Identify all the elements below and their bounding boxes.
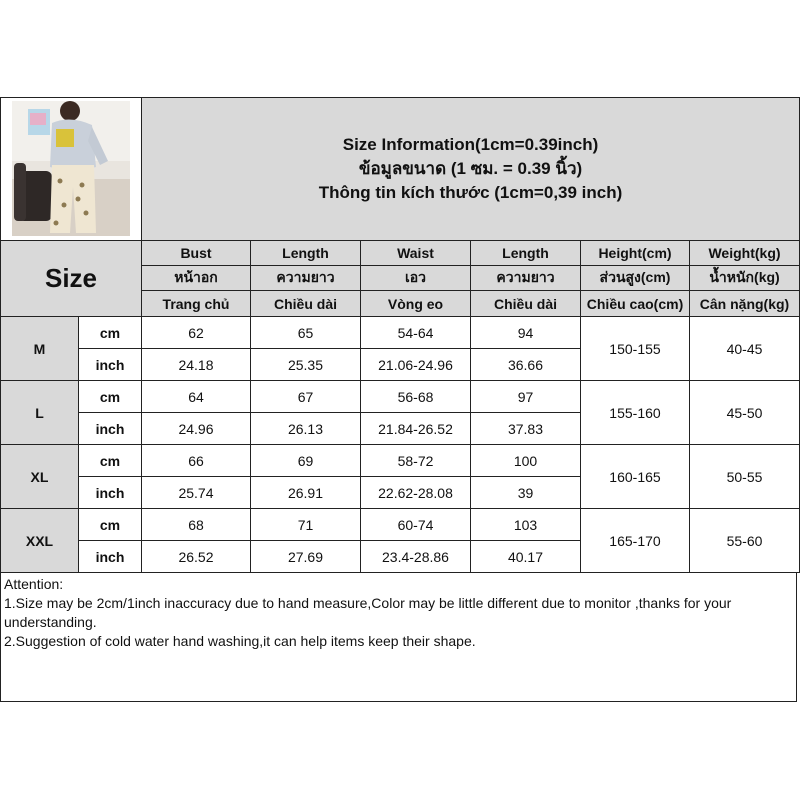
header-weight-en: Weight(kg) [690,241,800,266]
xl-inch-waist: 22.62-28.08 [361,477,471,509]
header-length2-en: Length [471,241,581,266]
l-inch-length2: 37.83 [471,413,581,445]
title-thai: ข้อมูลขนาด (1 ซม. = 0.39 นิ้ว) [358,159,583,178]
title-vietnamese: Thông tin kích thước (1cm=0,39 inch) [318,183,623,202]
xl-height: 160-165 [581,445,690,509]
unit-inch: inch [79,477,142,509]
size-label-xl: XL [1,445,79,509]
header-bust-th: หน้าอก [142,266,251,291]
header-length-en: Length [251,241,361,266]
size-label-m: M [1,317,79,381]
attention-notes [0,572,797,702]
xl-inch-length2: 39 [471,477,581,509]
xxl-inch-waist: 23.4-28.86 [361,541,471,573]
attention-note-1: 1.Size may be 2cm/1inch inaccuracy due to hand measure,Color may be little different due to monitor ,thanks for your understanding. [4,595,732,630]
header-waist-th: เอว [361,266,471,291]
header-waist-vi: Vòng eo [361,291,471,317]
title-english: Size Information(1cm=0.39inch) [342,135,599,154]
header-length-th: ความยาว [251,266,361,291]
size-information-title [142,98,800,241]
header-bust-vi: Trang chủ [142,291,251,317]
product-photo-cell [1,98,142,241]
m-cm-length2: 94 [471,317,581,349]
xxl-cm-waist: 60-74 [361,509,471,541]
size-label-xxl: XXL [1,509,79,573]
xxl-height: 165-170 [581,509,690,573]
xl-cm-waist: 58-72 [361,445,471,477]
header-waist-en: Waist [361,241,471,266]
l-height: 155-160 [581,381,690,445]
unit-cm: cm [79,317,142,349]
xxl-cm-length: 71 [251,509,361,541]
xxl-inch-length: 27.69 [251,541,361,573]
m-inch-length2: 36.66 [471,349,581,381]
l-weight: 45-50 [690,381,800,445]
unit-cm: cm [79,445,142,477]
m-weight: 40-45 [690,317,800,381]
unit-cm: cm [79,381,142,413]
xl-inch-length: 26.91 [251,477,361,509]
size-header: Size [1,241,142,317]
l-cm-waist: 56-68 [361,381,471,413]
unit-cm: cm [79,509,142,541]
l-cm-length2: 97 [471,381,581,413]
xxl-inch-length2: 40.17 [471,541,581,573]
l-inch-waist: 21.84-26.52 [361,413,471,445]
header-weight-vi: Cân nặng(kg) [690,291,800,317]
xxl-cm-length2: 103 [471,509,581,541]
header-length-vi: Chiều dài [251,291,361,317]
m-inch-waist: 21.06-24.96 [361,349,471,381]
header-bust-en: Bust [142,241,251,266]
unit-inch: inch [79,541,142,573]
xxl-weight: 55-60 [690,509,800,573]
m-inch-length: 25.35 [251,349,361,381]
xl-inch-bust: 25.74 [142,477,251,509]
size-label-l: L [1,381,79,445]
size-chart [0,97,799,573]
xl-cm-bust: 66 [142,445,251,477]
attention-note-2: 2.Suggestion of cold water hand washing,it can help items keep their shape. [4,633,476,649]
m-cm-waist: 54-64 [361,317,471,349]
xl-weight: 50-55 [690,445,800,509]
header-length2-th: ความยาว [471,266,581,291]
xl-cm-length2: 100 [471,445,581,477]
m-cm-bust: 62 [142,317,251,349]
header-height-th: ส่วนสูง(cm) [581,266,690,291]
xl-cm-length: 69 [251,445,361,477]
attention-heading: Attention: [4,576,64,592]
xxl-inch-bust: 26.52 [142,541,251,573]
l-inch-bust: 24.96 [142,413,251,445]
header-length2-vi: Chiều dài [471,291,581,317]
m-height: 150-155 [581,317,690,381]
l-cm-length: 67 [251,381,361,413]
l-inch-length: 26.13 [251,413,361,445]
m-inch-bust: 24.18 [142,349,251,381]
product-photo [12,101,130,236]
xxl-cm-bust: 68 [142,509,251,541]
header-weight-th: น้ำหนัก(kg) [690,266,800,291]
header-height-vi: Chiều cao(cm) [581,291,690,317]
unit-inch: inch [79,413,142,445]
header-height-en: Height(cm) [581,241,690,266]
size-table [0,97,800,573]
m-cm-length: 65 [251,317,361,349]
unit-inch: inch [79,349,142,381]
l-cm-bust: 64 [142,381,251,413]
